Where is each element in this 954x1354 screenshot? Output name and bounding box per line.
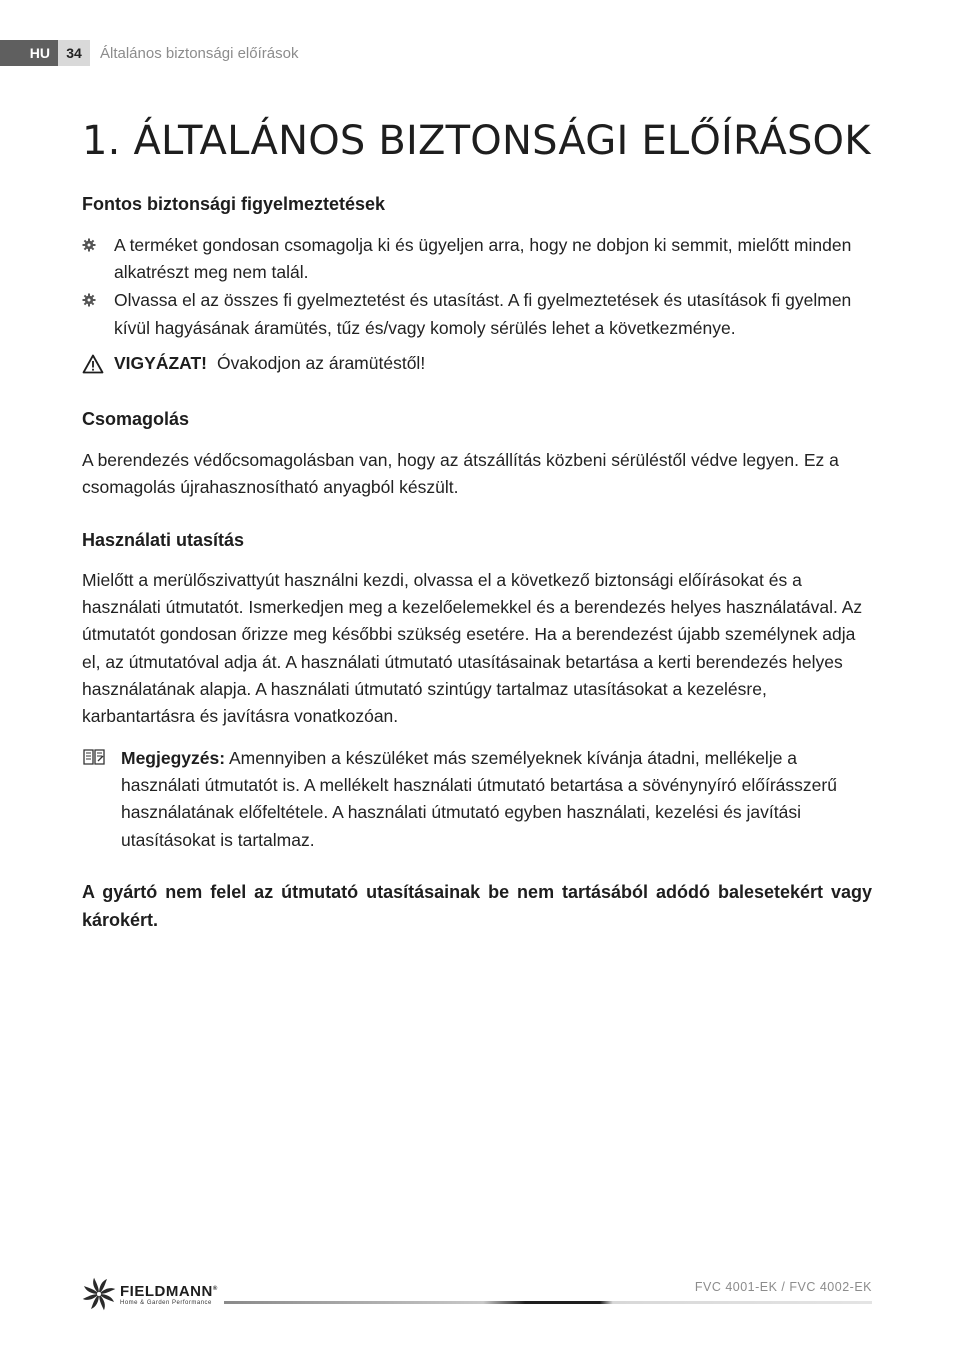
warning-triangle-icon <box>82 354 104 374</box>
page-header <box>0 40 298 66</box>
list-item <box>82 232 872 286</box>
fieldmann-fan-logo-icon <box>82 1277 116 1311</box>
page-title: 1. ÁLTALÁNOS BIZTONSÁGI ELŐÍRÁSOK <box>82 118 871 164</box>
note-text: Amennyiben a készüléket más személyeknek kívánja átadni, mellékelje a használati útmutatót is. A mellékelt használati útmutató betartása a sövénynyíró előírásszerű használatának előfeltétele. A használati útmutató egyben használati, kezelési és javítási utasításokat is tartalmaz. <box>121 748 837 850</box>
list-item <box>82 287 872 341</box>
running-section-title: Általános biztonsági előírások <box>100 44 299 62</box>
brand-logo <box>82 1277 218 1311</box>
brand-text <box>120 1282 218 1307</box>
safety-list <box>82 232 872 343</box>
language-tab: HU <box>0 40 58 66</box>
open-book-icon <box>82 747 106 767</box>
brand-tagline: Home & Garden Performance <box>120 1299 212 1306</box>
note-paragraph <box>121 745 872 854</box>
footer-rule <box>224 1301 872 1304</box>
gear-bullet-icon <box>82 293 96 307</box>
packaging-text: A berendezés védőcsomagolásban van, hogy az átszállítás közbeni sérüléstől védve legyen. Ez a csomagolás újrahasznosítható anyagból készült. <box>82 450 839 498</box>
warning-label: VIGYÁZAT! <box>114 353 208 373</box>
warning-line <box>82 353 425 374</box>
warning-text: Óvakodjon az áramütéstől! <box>217 353 426 373</box>
brand-name: FIELDMANN® <box>120 1282 218 1300</box>
manual-heading: Használati utasítás <box>82 530 245 550</box>
model-number: FVC 4001-EK / FVC 4002-EK <box>694 1280 872 1294</box>
gear-bullet-icon <box>82 238 96 252</box>
note-block <box>82 745 872 854</box>
safety-heading: Fontos biztonsági figyelmeztetések <box>82 194 386 214</box>
bullet-text: Olvassa el az összes fi gyelmeztetést és utasítást. A fi gyelmeztetések és utasítások fi gyelmen kívül hagyásának áramütés, tűz és/vagy komoly sérülés lehet a következménye. <box>114 290 852 338</box>
note-label: Megjegyzés: <box>121 748 226 768</box>
bullet-text: A terméket gondosan csomagolja ki és ügyeljen arra, hogy ne dobjon ki semmit, mielőtt minden alkatrészt meg nem talál. <box>114 235 852 283</box>
manual-text: Mielőtt a merülőszivattyút használni kezdi, olvassa el a következő biztonsági előírásokat és a használati útmutatót. Ismerkedjen meg a kezelőelemekkel és a berendezés helyes használatával. Az útmutatót gondosan őrizze meg későbbi szükség esetére. Ha a berendezést újabb személynek adja el, az útmutatóval adja át. A használati útmutató utasításainak betartása a kerti berendezés helyes használatának alapja. A használati útmutató szintúgy tartalmaz utasításokat a kezelésre, karbantartásra és javításra vonatkozóan. <box>82 570 863 727</box>
packaging-heading: Csomagolás <box>82 409 190 429</box>
page-number: 34 <box>58 40 90 66</box>
liability-disclaimer: A gyártó nem felel az útmutató utasításainak be nem tartásából adódó balesetekért vagy károkért. <box>82 882 872 930</box>
